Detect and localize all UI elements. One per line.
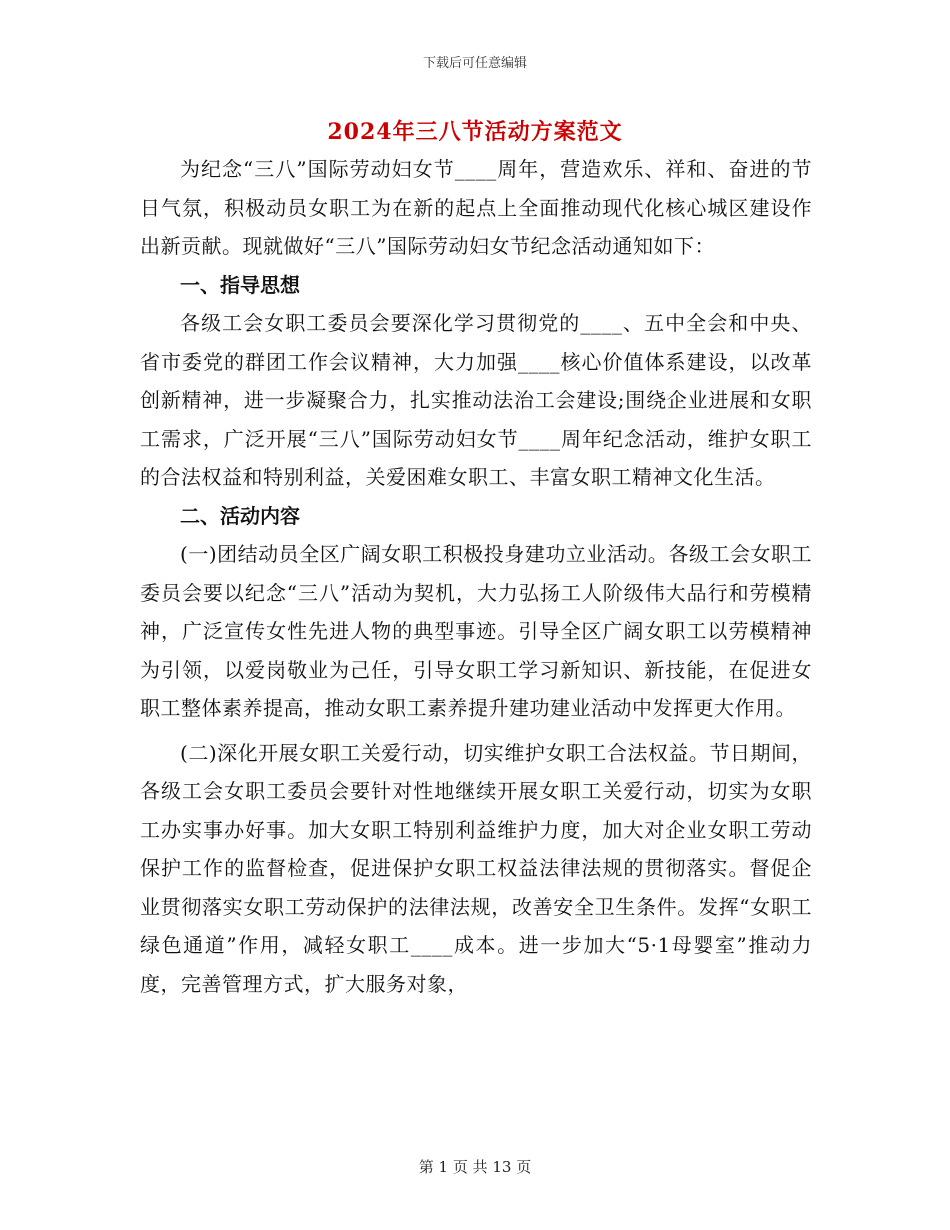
intro-paragraph: 为纪念“三八”国际劳动妇女节____周年，营造欢乐、祥和、奋进的节日气氛，积极动员女职工为在新的起点上全面推动现代化核心城区建设作出新贡献。现就做好“三八”国际劳动妇女节纪念活动通知如下： bbox=[140, 157, 812, 258]
section-heading-activity-content: 二、活动内容 bbox=[180, 503, 300, 528]
page-header-note: 下载后可任意编辑 bbox=[422, 56, 527, 71]
activity-item-2-paragraph: (二)深化开展女职工关爱行动，切实维护女职工合法权益。节日期间，各级工会女职工委员会要针对性地继续开展女职工关爱行动，切实为女职工办实事办好事。加大女职工特别利益维护力度，加大对企业女职工劳动保护工作的监督检查，促进保护女职工权益法律法规的贯彻落实。督促企业贯彻落实女职工劳动保护的法律法规，改善安全卫生条件。发挥“女职工绿色通道”作用，减轻女职工____成本。进一步加大“5·1母婴室”推动力度，完善管理方式，扩大服务对象， bbox=[140, 740, 812, 996]
section-heading-guiding-thought: 一、指导思想 bbox=[180, 272, 300, 297]
document-title: 2024年三八节活动方案范文 bbox=[327, 119, 623, 145]
activity-item-1-paragraph: (一)团结动员全区广阔女职工积极投身建功立业活动。各级工会女职工委员会要以纪念“三八”活动为契机，大力弘扬工人阶级伟大品行和劳模精神，广泛宣传女性先进人物的典型事迹。引导全区广阔女职工以劳模精神为引领，以爱岗敬业为己任，引导女职工学习新知识、新技能，在促进女职工整体素养提高，推动女职工素养提升建功建业活动中发挥更大作用。 bbox=[140, 542, 812, 720]
page-number-footer: 第 1 页 共 13 页 bbox=[418, 1158, 532, 1176]
document-body bbox=[140, 150, 812, 1003]
guiding-thought-paragraph: 各级工会女职工委员会要深化学习贯彻党的____、五中全会和中央、省市委党的群团工作会议精神，大力加强____核心价值体系建设，以改革创新精神，进一步凝聚合力，扎实推动法治工会建设;围绕企业进展和女职工需求，广泛开展“三八”国际劳动妇女节____周年纪念活动，维护女职工的合法权益和特别利益，关爱困难女职工、丰富女职工精神文化生活。 bbox=[140, 311, 812, 489]
